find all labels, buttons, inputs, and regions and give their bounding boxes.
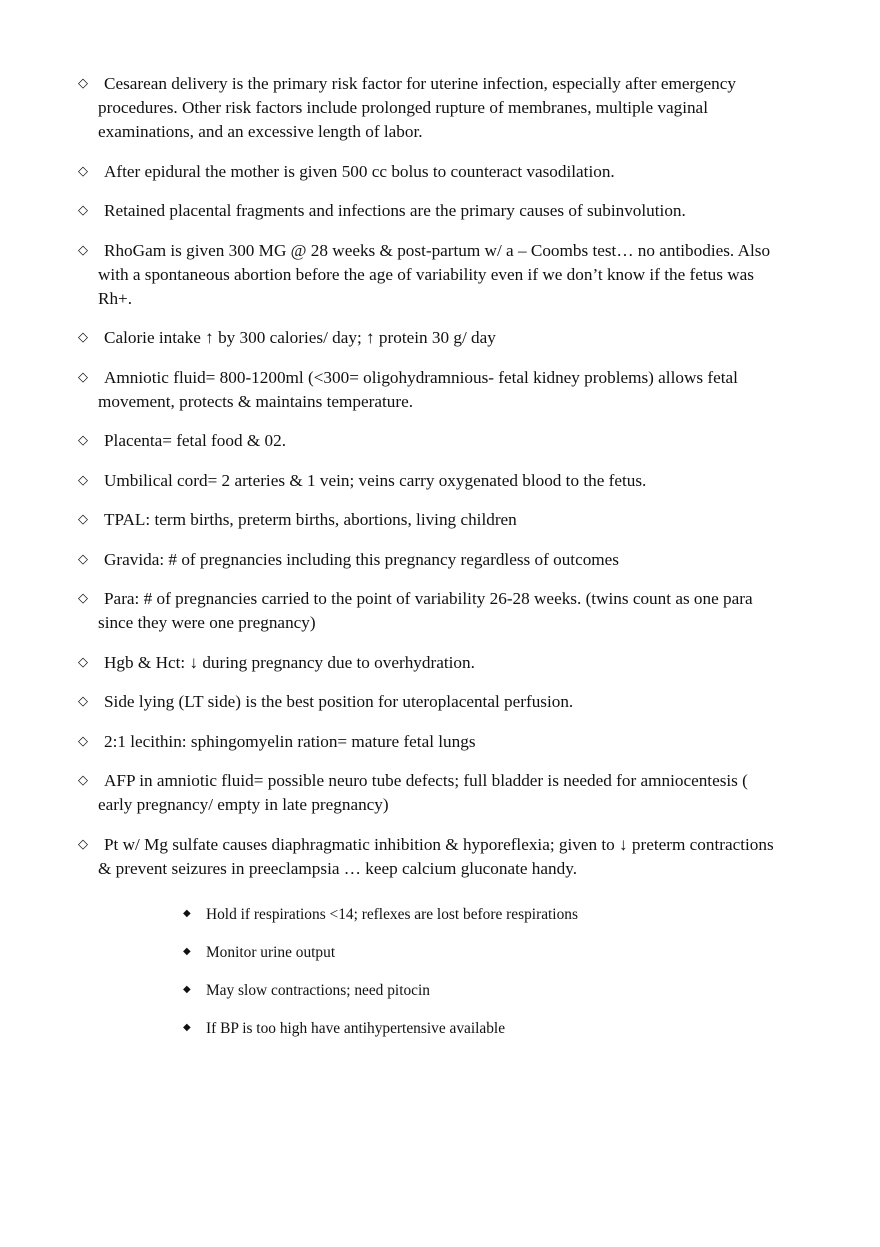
sub-list-item-text: Monitor urine output [206,944,336,961]
list-item-text: Hgb & Hct: ↓ during pregnancy due to overhydration. [104,652,475,672]
hollow-diamond-icon: ◇ [78,733,88,749]
list-item-text: AFP in amniotic fluid= possible neuro tube defects; full bladder is needed for amniocentesis ( early pregnancy/ empty in late pregnancy) [98,771,748,814]
filled-diamond-icon: ◆ [183,984,191,995]
hollow-diamond-icon: ◇ [78,369,88,385]
hollow-diamond-icon: ◇ [78,694,88,709]
hollow-diamond-icon: ◇ [78,242,88,258]
hollow-diamond-icon: ◇ [78,836,88,852]
hollow-diamond-icon: ◇ [78,591,88,606]
hollow-diamond-icon: ◇ [78,163,88,179]
sub-list-item-text: Hold if respirations <14; reflexes are lost before respirations [206,906,578,923]
list-item-text: TPAL: term births, preterm births, abortions, living children [104,510,517,529]
list-item-text: RhoGam is given 300 MG @ 28 weeks & post-partum w/ a – Coombs test… no antibodies. Also with a spontaneous abortion before the age of variability even if we don’t know if the fetus was Rh+. [98,240,771,308]
list-item [78,326,778,350]
filled-diamond-icon: ◆ [183,946,191,957]
list-item [78,730,778,754]
sub-list-item [183,904,743,926]
sub-list-item-text: May slow contractions; need pitocin [206,982,430,999]
list-item [78,199,778,223]
hollow-diamond-icon: ◇ [78,433,88,448]
list-item-text: Umbilical cord= 2 arteries & 1 vein; veins carry oxygenated blood to the fetus. [104,470,647,490]
list-item [78,429,778,453]
sub-list-item [183,942,743,964]
list-item-text: 2:1 lecithin: sphingomyelin ration= mature fetal lungs [104,731,476,751]
list-item-text: Amniotic fluid= 800-1200ml (<300= oligohydramnious- fetal kidney problems) allows fetal movement, protects & maintains temperature. [98,367,738,411]
list-item-text: Placenta= fetal food & 02. [104,431,286,450]
sub-list-item [183,1018,743,1040]
hollow-diamond-icon: ◇ [78,203,88,218]
filled-diamond-icon: ◆ [183,1022,191,1033]
list-item-text: Side lying (LT side) is the best position for uteroplacental perfusion. [104,692,574,711]
list-item-text: Para: # of pregnancies carried to the point of variability 26-28 weeks. (twins count as one para since they were one pregnancy) [98,589,753,632]
list-item [78,469,778,493]
hollow-diamond-icon: ◇ [78,330,88,345]
list-item-text: Calorie intake ↑ by 300 calories/ day; ↑ protein 30 g/ day [104,328,496,347]
list-item [78,239,778,311]
mg-sulfate-sub-list [183,904,743,1056]
hollow-diamond-icon: ◇ [78,512,88,527]
list-item [78,508,778,532]
hollow-diamond-icon: ◇ [78,76,88,91]
list-item [78,366,778,414]
list-item-text: Gravida: # of pregnancies including this pregnancy regardless of outcomes [104,549,619,569]
list-item-text: Cesarean delivery is the primary risk factor for uterine infection, especially after emergency procedures. Other risk factors include prolonged rupture of membranes, multiple vaginal examinations, and an excessive length of labor. [98,74,737,141]
list-item [78,769,778,817]
list-item-text: Retained placental fragments and infections are the primary causes of subinvolution. [104,201,686,220]
list-item-text: Pt w/ Mg sulfate causes diaphragmatic inhibition & hyporeflexia; given to ↓ preterm contractions & prevent seizures in preeclampsia … keep calcium gluconate handy. [98,834,774,878]
list-item [78,587,778,635]
notes-list [78,72,778,896]
hollow-diamond-icon: ◇ [78,551,88,567]
list-item-text: After epidural the mother is given 500 cc bolus to counteract vasodilation. [104,161,615,181]
list-item [78,160,778,184]
hollow-diamond-icon: ◇ [78,472,88,488]
sub-list-item [183,980,743,1002]
list-item [78,833,778,881]
hollow-diamond-icon: ◇ [78,773,88,788]
list-item [78,72,778,144]
list-item [78,548,778,572]
hollow-diamond-icon: ◇ [78,654,88,670]
list-item [78,651,778,675]
filled-diamond-icon: ◆ [183,908,191,919]
sub-list-item-text: If BP is too high have antihypertensive available [206,1020,506,1037]
list-item [78,690,778,714]
